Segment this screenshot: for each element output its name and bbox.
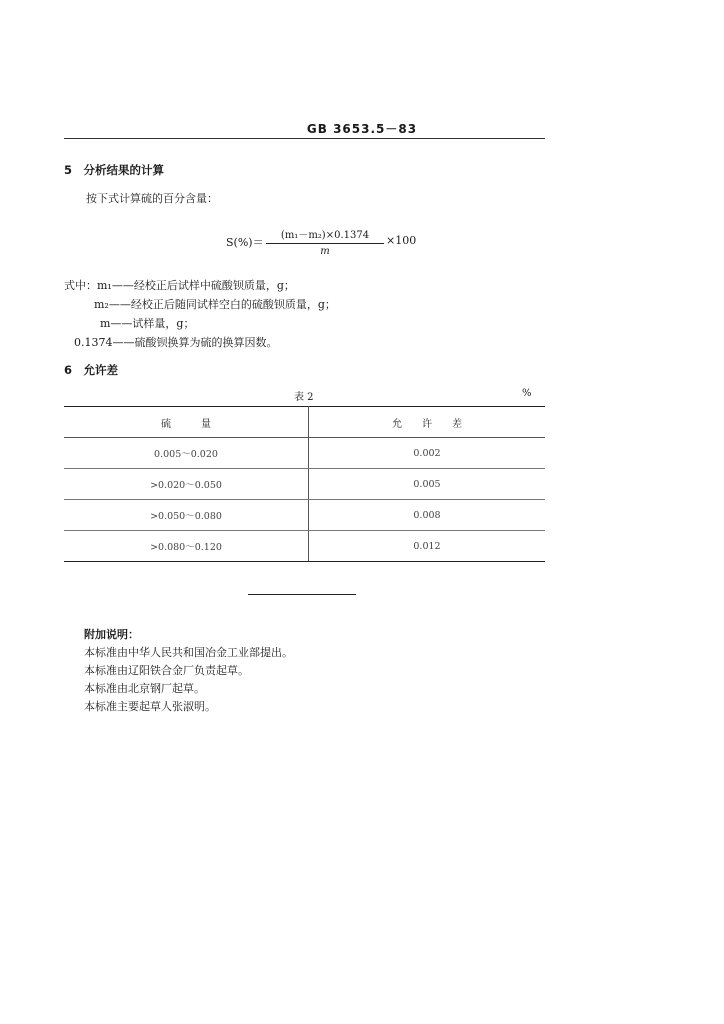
note-line: 本标准由中华人民共和国冶金工业部提出。	[84, 646, 293, 659]
table-row	[64, 531, 545, 562]
table-caption: 表 2	[294, 392, 314, 403]
note-line: 本标准由北京钢厂起草。	[84, 682, 205, 695]
where-line-m1: 式中：m₁——经校正后试样中硫酸钡质量，g；	[64, 279, 295, 292]
table-unit: %	[522, 388, 532, 399]
formula-rhs: ×100	[386, 234, 417, 247]
formula-denominator: m	[320, 246, 330, 257]
section-5-intro: 按下式计算硫的百分含量：	[86, 192, 218, 205]
where-line-m: m——试样量，g；	[100, 317, 195, 330]
sulfur-range-cell: >0.080～0.120	[64, 531, 309, 562]
document-header: GB 3653.5－83	[306, 122, 418, 136]
tolerance-cell: 0.002	[309, 438, 546, 469]
column-header-tolerance: 允 许 差	[309, 407, 546, 438]
notes-heading: 附加说明：	[84, 628, 139, 641]
table-row	[64, 438, 545, 469]
tolerance-cell: 0.008	[309, 500, 546, 531]
formula-numerator: (m₁－m₂)×0.1374	[266, 226, 384, 244]
where-line-factor: 0.1374——硫酸钡换算为硫的换算因数。	[74, 336, 278, 349]
where-line-m2: m₂——经校正后随同试样空白的硫酸钡质量，g；	[94, 298, 336, 311]
note-line: 本标准由辽阳铁合金厂负责起草。	[84, 664, 249, 677]
column-header-sulfur: 硫 量	[64, 407, 309, 438]
table-row	[64, 500, 545, 531]
section-6-heading: 6 允许差	[64, 363, 119, 377]
sulfur-range-cell: >0.050～0.080	[64, 500, 309, 531]
formula-fraction	[266, 226, 384, 257]
end-rule	[248, 594, 356, 595]
tolerance-cell: 0.005	[309, 469, 546, 500]
tolerance-cell: 0.012	[309, 531, 546, 562]
sulfur-range-cell: 0.005～0.020	[64, 438, 309, 469]
section-5-heading: 5 分析结果的计算	[64, 163, 165, 177]
tolerance-table	[64, 406, 545, 562]
formula-lhs: S(%)＝	[226, 236, 264, 249]
sulfur-range-cell: >0.020～0.050	[64, 469, 309, 500]
table-header-row	[64, 407, 545, 438]
note-line: 本标准主要起草人张淑明。	[84, 700, 216, 713]
table-row	[64, 469, 545, 500]
header-rule	[64, 138, 545, 139]
